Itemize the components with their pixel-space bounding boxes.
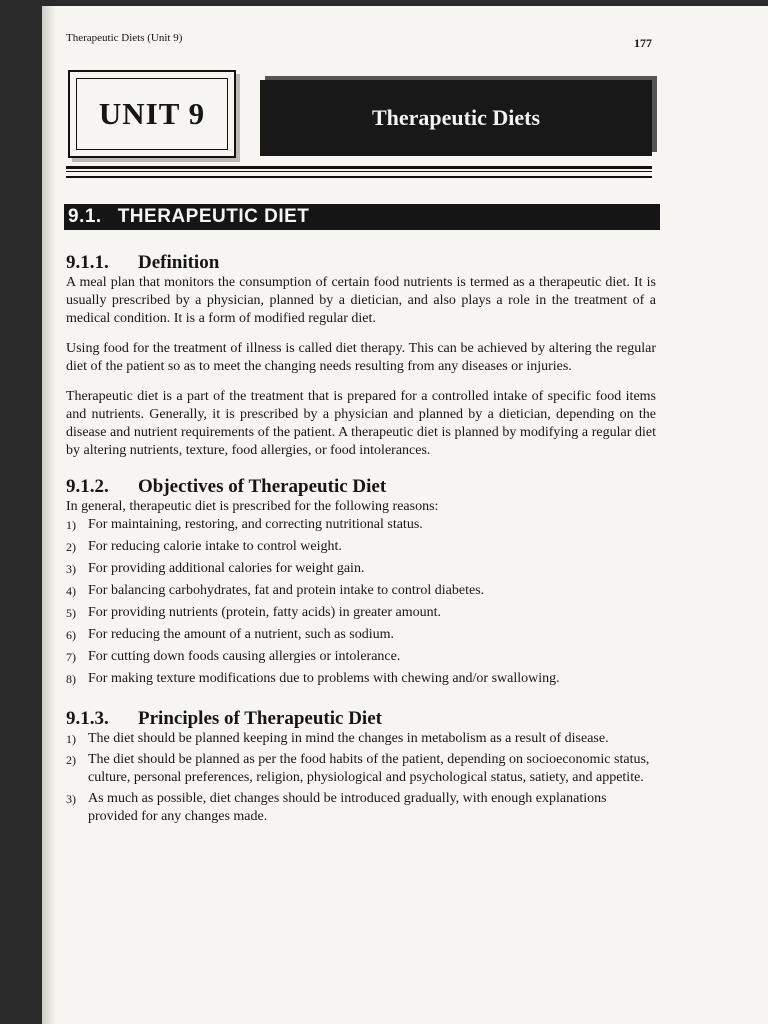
list-number: 4) — [66, 584, 76, 598]
definition-number: 9.1.1. — [66, 252, 109, 273]
page-gutter-shadow — [42, 6, 56, 1024]
list-item — [66, 670, 656, 688]
list-text: For reducing the amount of a nutrient, such as sodium. — [88, 627, 394, 642]
header-divider-thin — [66, 176, 652, 178]
principles-heading — [66, 708, 656, 730]
definition-paragraph: Therapeutic diet is a part of the treatment that is prepared for a controlled intake of specific food items and nutrients. Generally, it is prescribed by a physician and planned by a dietician, depending on the disease and nutrient requirements of the patient. A therapeutic diet is planned by modifying a regular diet by altering nutrients, texture, food allergies, or food intolerances. — [66, 389, 656, 458]
list-item — [66, 560, 656, 578]
book-page — [42, 6, 768, 1024]
list-text: For making texture modifications due to problems with chewing and/or swallowing. — [88, 671, 560, 686]
principles-title: Principles of Therapeutic Diet — [138, 708, 382, 729]
list-text: The diet should be planned as per the food habits of the patient, depending on socioeconomic status, culture, personal preferences, religion, physiological and psychological status, satiety, and appetite. — [88, 752, 650, 785]
list-text: For providing additional calories for weight gain. — [88, 561, 365, 576]
list-text: As much as possible, diet changes should be introduced gradually, with enough explanations provided for any changes made. — [88, 791, 607, 824]
section-heading-bar — [64, 204, 660, 230]
list-item — [66, 516, 656, 534]
list-item — [66, 538, 656, 556]
page-content — [66, 252, 656, 829]
definition-paragraph: Using food for the treatment of illness is called diet therapy. This can be achieved by altering the regular diet of the patient so as to meet the changing needs resulting from any diseases or injuries. — [66, 341, 656, 374]
list-number: 2) — [66, 753, 76, 767]
list-number: 1) — [66, 732, 76, 746]
list-text: For cutting down foods causing allergies or intolerance. — [88, 649, 401, 664]
list-item — [66, 582, 656, 600]
objectives-intro: In general, therapeutic diet is prescribed for the following reasons: — [66, 499, 439, 514]
objectives-list — [66, 516, 656, 688]
list-item — [66, 751, 656, 787]
list-text: The diet should be planned keeping in mind the changes in metabolism as a result of disease. — [88, 731, 609, 746]
page-number: 177 — [634, 36, 652, 50]
list-number: 3) — [66, 792, 76, 806]
list-number: 7) — [66, 650, 76, 664]
unit-title: Therapeutic Diets — [371, 105, 541, 130]
list-text: For balancing carbohydrates, fat and protein intake to control diabetes. — [88, 583, 485, 598]
unit-label-box — [68, 70, 236, 158]
list-text: For reducing calorie intake to control weight. — [88, 539, 342, 554]
running-header: Therapeutic Diets (Unit 9) — [66, 32, 183, 44]
header-divider — [66, 166, 652, 172]
list-item — [66, 626, 656, 644]
unit-label-frame — [76, 78, 228, 150]
list-number: 1) — [66, 518, 76, 532]
definition-paragraph: A meal plan that monitors the consumption of certain food nutrients is termed as a therapeutic diet. It is usually prescribed by a physician, planned by a dietician, and also plays a role in the treatment of a medical condition. It is a form of modified regular diet. — [66, 275, 656, 326]
list-text: For providing nutrients (protein, fatty acids) in greater amount. — [88, 605, 442, 620]
objectives-number: 9.1.2. — [66, 476, 109, 497]
definition-title: Definition — [138, 252, 220, 273]
section-title: THERAPEUTIC DIET — [117, 206, 310, 227]
list-number: 8) — [66, 672, 76, 686]
list-number: 3) — [66, 562, 76, 576]
section-number: 9.1. — [68, 206, 102, 227]
list-text: For maintaining, restoring, and correcting nutritional status. — [88, 517, 423, 532]
list-item — [66, 790, 656, 826]
unit-title-banner — [260, 80, 652, 156]
list-item — [66, 730, 656, 748]
list-item — [66, 604, 656, 622]
list-number: 5) — [66, 606, 76, 620]
objectives-title: Objectives of Therapeutic Diet — [138, 476, 387, 497]
principles-number: 9.1.3. — [66, 708, 109, 729]
list-item — [66, 648, 656, 666]
objectives-heading — [66, 476, 656, 498]
list-number: 6) — [66, 628, 76, 642]
unit-label: UNIT 9 — [98, 96, 206, 131]
definition-heading — [66, 252, 656, 274]
list-number: 2) — [66, 540, 76, 554]
principles-list — [66, 730, 656, 826]
